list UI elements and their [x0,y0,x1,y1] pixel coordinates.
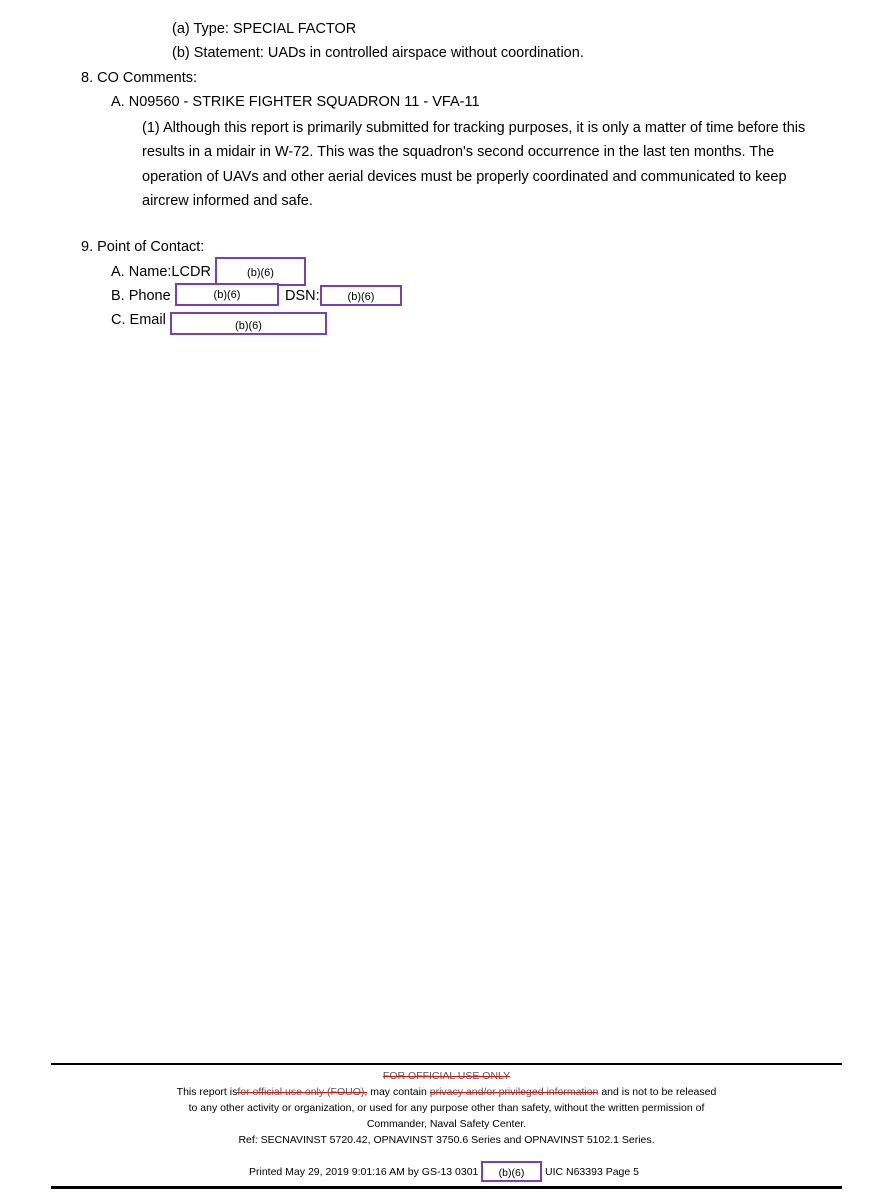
poc-email-label: C. Email [111,312,166,328]
co-comments-paragraph [142,116,842,213]
poc-name-label: A. Name:LCDR [111,264,211,280]
footer-struck-text: privacy and/or privileged information [429,1086,599,1098]
footer-line-4: Ref: SECNAVINST 5720.42, OPNAVINST 3750.6 Series and OPNAVINST 5102.1 Series. [238,1134,655,1146]
co-comment-line: aircrew informed and safe. [142,192,313,209]
factor-statement: (b) Statement: UADs in controlled airspace without coordination. [172,45,584,61]
factor-type: (a) Type: SPECIAL FACTOR [172,21,357,37]
co-comments-heading: 8. CO Comments: [81,70,198,86]
co-comment-line: operation of UAVs and other aerial devices must be properly coordinated and communicated to keep [142,168,787,185]
footer-top-rule [51,1063,842,1065]
redaction-box-dsn: (b)(6) [320,285,402,306]
co-comment-line: (1) Although this report is primarily submitted for tracking purposes, it is only a matter of time before this [142,120,806,136]
poc-heading: 9. Point of Contact: [81,239,205,255]
footer-line-3: Commander, Naval Safety Center. [366,1118,527,1130]
footer-line-1 [51,1085,842,1101]
footer-text: may contain [367,1086,430,1098]
footer-text: and is not to be released [598,1086,717,1098]
redaction-box-footer: (b)(6) [481,1161,542,1182]
co-comment-line: results in a midair in W-72. This was the squadron's second occurrence in the last ten months. The [142,144,775,161]
fouo-struck-text: FOR OFFICIAL USE ONLY [382,1070,511,1082]
footer-text: This report is [176,1086,238,1098]
footer-fouo [51,1069,842,1085]
footer-bottom-rule [51,1186,842,1189]
footer-printed: Printed May 29, 2019 9:01:16 AM by GS-13 0301 [249,1166,479,1178]
redaction-box-email: (b)(6) [170,312,327,335]
redaction-box-phone: (b)(6) [175,283,279,306]
redaction-box-name: (b)(6) [215,257,306,286]
co-comments-unit: A. N09560 - STRIKE FIGHTER SQUADRON 11 - VFA-11 [111,94,480,110]
footer-uic-page: UIC N63393 Page 5 [545,1166,639,1178]
poc-dsn-label: DSN: [285,288,320,304]
footer-struck-text: for official use only (FOUO), [237,1086,368,1098]
footer-line-2: to any other activity or organization, or used for any purpose other than safety, without the written permission of [188,1102,705,1114]
poc-phone-label: B. Phone [111,288,171,304]
